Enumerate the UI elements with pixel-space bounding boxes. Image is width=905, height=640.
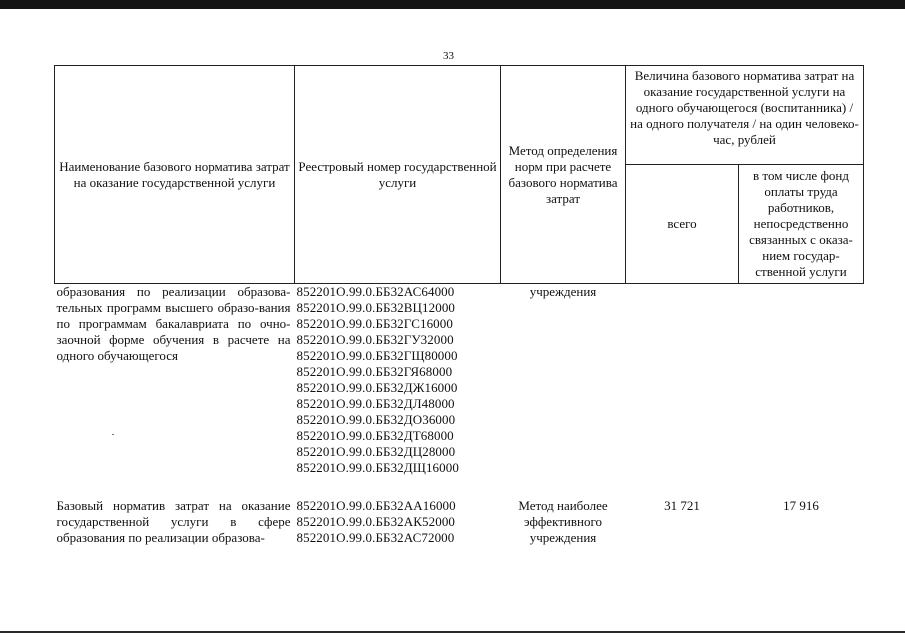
registry-code: 852201O.99.0.ББ32ГУ32000 [296,332,454,347]
header-amount-group: Величина базового норматива затрат на оказание государственной услуги на одного обучающегося (воспитанника) / на одного получателя / на один человеко-час, рублей [626,66,864,165]
registry-code: 852201O.99.0.ББ32ГС16000 [296,316,453,331]
registry-code: 852201O.99.0.ББ32ДЛ48000 [296,396,455,411]
row-total [626,284,739,477]
row-wage-fund [739,284,864,477]
header-wage-fund: в том числе фонд оплаты труда работников, непосредственно связанных с оказа-нием государ-ственной услуги [739,165,864,284]
table-body [55,284,864,547]
norms-table [54,65,864,546]
row-total: 31 721 [664,498,700,513]
header-total: всего [626,165,739,284]
row-codes [295,498,501,546]
scan-bottom-border [0,631,905,633]
header-method: Метод определения норм при расчете базового норматива затрат [501,66,626,284]
table-header [55,66,864,284]
registry-code: 852201O.99.0.ББ32ДЖ16000 [296,380,458,395]
page-number: 33 [443,50,454,62]
row-method: учреждения [529,284,597,299]
registry-code: 852201O.99.0.ББ32АА16000 [296,498,456,513]
header-registry-number: Реестровый номер государственной услуги [295,66,501,284]
scan-speck [112,434,114,435]
registry-code: 852201O.99.0.ББ32ВЦ12000 [296,300,456,315]
registry-code: 852201O.99.0.ББ32ДО36000 [296,412,456,427]
row-wage-fund: 17 916 [783,498,819,513]
registry-code: 852201O.99.0.ББ32ГЯ68000 [296,364,453,379]
registry-code: 852201O.99.0.ББ32ГЩ80000 [296,348,458,363]
registry-code: 852201O.99.0.ББ32АС64000 [296,284,455,299]
scan-top-border [0,0,905,9]
row-method: Метод наиболее эффективного учреждения [518,498,608,545]
registry-code: 852201O.99.0.ББ32ДТ68000 [296,428,454,443]
registry-code: 852201O.99.0.ББ32АС72000 [296,530,455,545]
row-name: Базовый норматив затрат на оказание государственной услуги в сфере образования по реализации образова- [56,498,291,545]
row-spacer [55,476,864,498]
row-name: образования по реализации образова-тельных программ высшего образо-вания по программам бакалавриата по очно-заочной форме обучения в расчете на одного обучающегося [56,284,291,363]
header-name: Наименование базового норматива затрат на оказание государственной услуги [55,66,295,284]
table-row [55,284,864,477]
table-row [55,498,864,546]
registry-code: 852201O.99.0.ББ32ДЦ28000 [296,444,456,459]
registry-code: 852201O.99.0.ББ32ДЩ16000 [296,460,459,475]
row-codes [295,284,501,477]
registry-code: 852201O.99.0.ББ32АК52000 [296,514,456,529]
